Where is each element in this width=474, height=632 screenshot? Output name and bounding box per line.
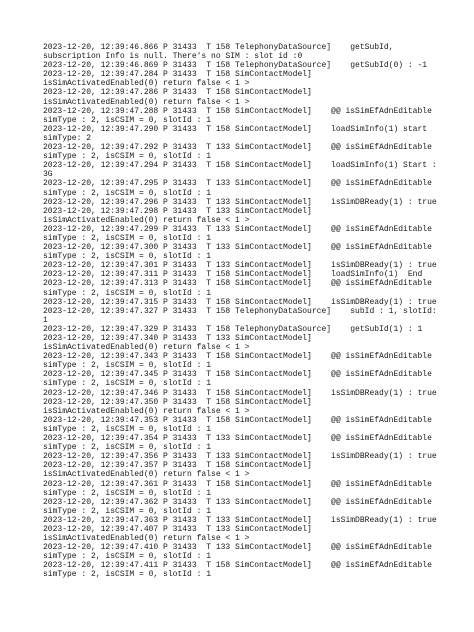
log-line: simType : 2, isCSIM = 0, slotId : 1 xyxy=(43,506,212,516)
log-line: 1 xyxy=(43,315,48,325)
log-line: isSimActivatedEnabled(0) return false < 1 > xyxy=(43,79,250,89)
log-line: 2023-12-20, 12:39:47.350 P 31433 T 158 SimContactModel] xyxy=(43,397,312,407)
log-line: 2023-12-20, 12:39:47.295 P 31433 T 133 SimContactModel] @@ isSimEfAdnEditable xyxy=(43,179,432,189)
log-line: 2023-12-20, 12:39:47.327 P 31433 T 158 TelephonyDataSource] subId : 1, slotId: xyxy=(43,306,437,316)
log-line: 2023-12-20, 12:39:46.869 P 31433 T 158 TelephonyDataSource] getSubId(0) : -1 xyxy=(43,61,428,71)
log-line: isSimActivatedEnabled(0) return false < 1 > xyxy=(43,406,250,416)
log-line: 2023-12-20, 12:39:47.290 P 31433 T 158 SimContactModel] loadSimInfo(1) start xyxy=(43,124,428,134)
log-line: 2023-12-20, 12:39:47.411 P 31433 T 158 SimContactModel] @@ isSimEfAdnEditable xyxy=(43,561,432,571)
log-line: 2023-12-20, 12:39:47.296 P 31433 T 133 SimContactModel] isSimDBReady(1) : true xyxy=(43,197,437,207)
log-line: simType : 2, isCSIM = 0, slotId : 1 xyxy=(43,552,212,562)
log-line: 2023-12-20, 12:39:47.363 P 31433 T 133 SimContactModel] isSimDBReady(1) : true xyxy=(43,515,437,525)
log-line: simType : 2, isCSIM = 0, slotId : 1 xyxy=(43,488,212,498)
log-line: 2023-12-20, 12:39:47.301 P 31433 T 133 SimContactModel] isSimDBReady(1) : true xyxy=(43,261,437,271)
log-line: simType: 2 xyxy=(43,133,92,143)
log-line: isSimActivatedEnabled(0) return false < 1 > xyxy=(43,534,250,544)
log-line: 2023-12-20, 12:39:47.286 P 31433 T 158 SimContactModel] xyxy=(43,88,312,98)
log-line: isSimActivatedEnabled(0) return false < 1 > xyxy=(43,343,250,353)
log-line: simType : 2, isCSIM = 0, slotId : 1 xyxy=(43,443,212,453)
log-line: isSimActivatedEnabled(0) return false < 1 > xyxy=(43,215,250,225)
log-line: 3G xyxy=(43,170,53,180)
log-line: simType : 2, isCSIM = 0, slotId : 1 xyxy=(43,188,212,198)
log-line: isSimActivatedEnabled(0) return false < 1 > xyxy=(43,97,250,107)
log-line: 2023-12-20, 12:39:47.410 P 31433 T 133 SimContactModel] @@ isSimEfAdnEditable xyxy=(43,543,432,553)
log-line: 2023-12-20, 12:39:47.343 P 31433 T 158 SimContactModel] @@ isSimEfAdnEditable xyxy=(43,352,432,362)
log-line: 2023-12-20, 12:39:47.340 P 31433 T 133 SimContactModel] xyxy=(43,334,312,343)
log-line: 2023-12-20, 12:39:47.300 P 31433 T 133 SimContactModel] @@ isSimEfAdnEditable xyxy=(43,243,432,253)
log-line: 2023-12-20, 12:39:47.353 P 31433 T 158 SimContactModel] @@ isSimEfAdnEditable xyxy=(43,415,432,425)
log-line: simType : 2, isCSIM = 0, slotId : 1 xyxy=(43,288,212,298)
log-line: 2023-12-20, 12:39:47.292 P 31433 T 133 SimContactModel] @@ isSimEfAdnEditable xyxy=(43,143,432,153)
log-line: 2023-12-20, 12:39:47.299 P 31433 T 133 SimContactModel] @@ isSimEfAdnEditable xyxy=(43,224,432,234)
log-line: simType : 2, isCSIM = 0, slotId : 1 xyxy=(43,252,212,262)
log-line: 2023-12-20, 12:39:47.354 P 31433 T 133 SimContactModel] @@ isSimEfAdnEditable xyxy=(43,434,432,444)
log-line: simType : 2, isCSIM = 0, slotId : 1 xyxy=(43,115,212,125)
log-line: 2023-12-20, 12:39:47.315 P 31433 T 158 SimContactModel] isSimDBReady(1) : true xyxy=(43,297,437,307)
log-line: simType : 2, isCSIM = 0, slotId : 1 xyxy=(43,233,212,243)
log-line: 2023-12-20, 12:39:47.329 P 31433 T 158 TelephonyDataSource] getSubId(1) : 1 xyxy=(43,324,423,334)
log-line: simType : 2, isCSIM = 0, slotId : 1 xyxy=(43,379,212,389)
log-line: 2023-12-20, 12:39:47.313 P 31433 T 158 SimContactModel] @@ isSimEfAdnEditable xyxy=(43,279,432,289)
log-line: subscription Info is null. There's no SIM : slot id :0 xyxy=(43,52,303,62)
log-line: 2023-12-20, 12:39:47.284 P 31433 T 158 SimContactModel] xyxy=(43,70,312,80)
log-line: 2023-12-20, 12:39:47.298 P 31433 T 133 SimContactModel] xyxy=(43,206,312,216)
log-line: 2023-12-20, 12:39:47.407 P 31433 T 133 SimContactModel] xyxy=(43,524,312,534)
log-line: 2023-12-20, 12:39:47.362 P 31433 T 133 SimContactModel] @@ isSimEfAdnEditable xyxy=(43,497,432,507)
log-line: simType : 2, isCSIM = 0, slotId : 1 xyxy=(43,424,212,434)
log-line: simType : 2, isCSIM = 0, slotId : 1 xyxy=(43,152,212,162)
log-line: simType : 2, isCSIM = 0, slotId : 1 xyxy=(43,361,212,371)
log-line: 2023-12-20, 12:39:47.345 P 31433 T 158 SimContactModel] @@ isSimEfAdnEditable xyxy=(43,370,432,380)
log-line: 2023-12-20, 12:39:47.357 P 31433 T 158 SimContactModel] xyxy=(43,461,312,471)
log-line: 2023-12-20, 12:39:46.866 P 31433 T 158 TelephonyDataSource] getSubId, xyxy=(43,43,394,52)
log-line: 2023-12-20, 12:39:47.294 P 31433 T 158 SimContactModel] loadSimInfo(1) Start : xyxy=(43,161,437,171)
log-line: 2023-12-20, 12:39:47.361 P 31433 T 158 SimContactModel] @@ isSimEfAdnEditable xyxy=(43,479,432,489)
log-line: 2023-12-20, 12:39:47.356 P 31433 T 133 SimContactModel] isSimDBReady(1) : true xyxy=(43,452,437,462)
log-line: 2023-12-20, 12:39:47.346 P 31433 T 158 SimContactModel] isSimDBReady(1) : true xyxy=(43,388,437,398)
log-line: 2023-12-20, 12:39:47.311 P 31433 T 158 SimContactModel] loadSimInfo(1) End xyxy=(43,270,423,280)
log-line: simType : 2, isCSIM = 0, slotId : 1 xyxy=(43,570,212,580)
log-line: isSimActivatedEnabled(0) return false < 1 > xyxy=(43,470,250,480)
log-text-block xyxy=(43,43,443,580)
log-line: 2023-12-20, 12:39:47.288 P 31433 T 158 SimContactModel] @@ isSimEfAdnEditable xyxy=(43,106,432,116)
